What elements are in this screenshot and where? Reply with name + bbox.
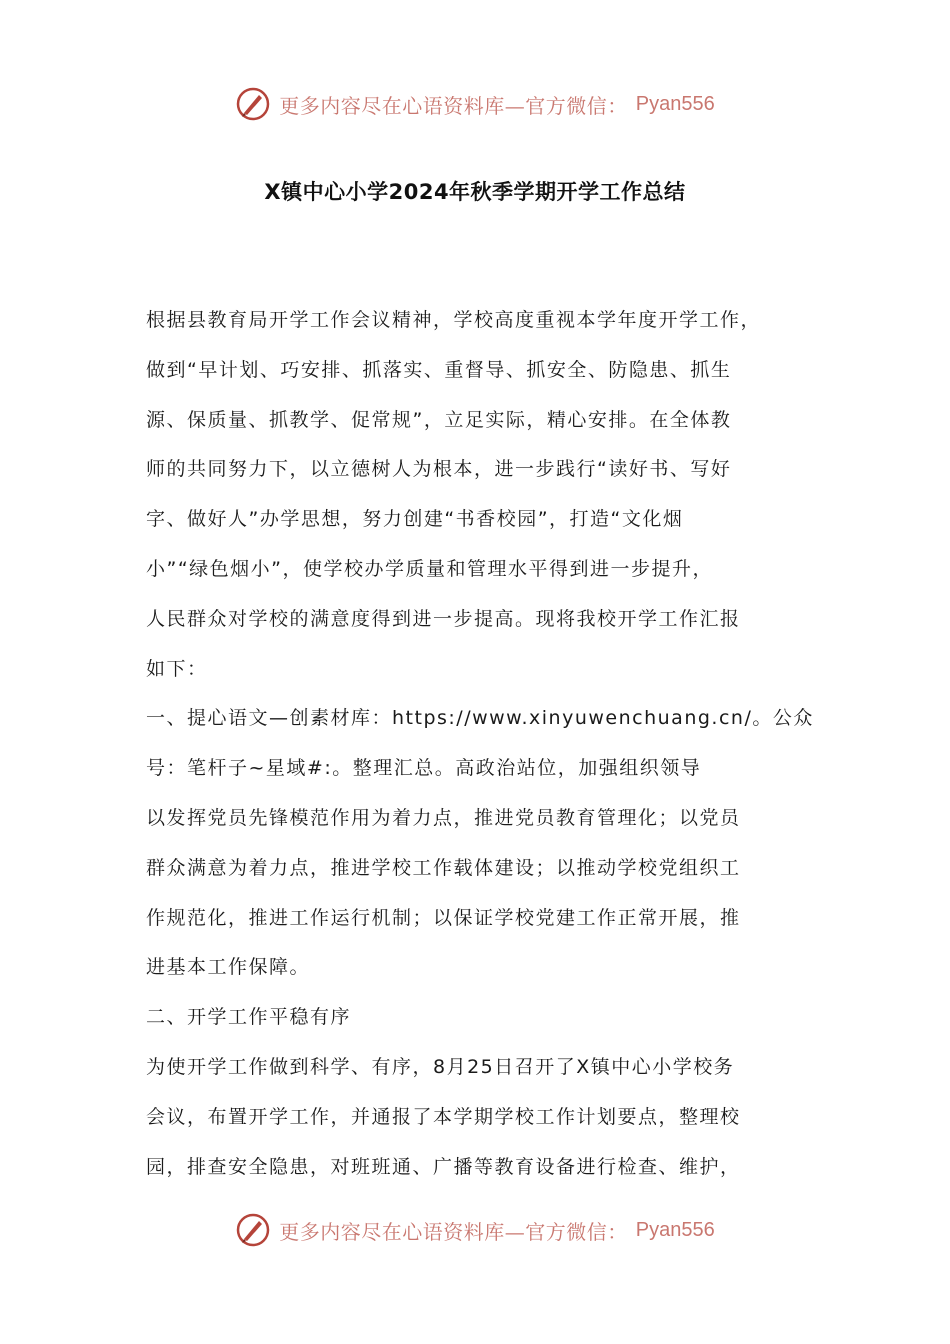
- header-watermark-id: Pyan556: [635, 92, 715, 115]
- body-line: 以发挥党员先锋模范作用为着力点，推进党员教育管理化；以党员: [146, 806, 741, 829]
- header-watermark-banner: [0, 84, 950, 124]
- body-line: 群众满意为着力点，推进学校工作载体建设；以推动学校党组织工: [146, 856, 741, 879]
- body-line: 作规范化，推进工作运行机制；以保证学校党建工作正常开展，推: [146, 906, 741, 929]
- body-line: 做到“早计划、巧安排、抓落实、重督导、抓安全、防隐患、抓生: [146, 358, 732, 381]
- body-line: 进基本工作保障。: [146, 956, 311, 979]
- header-watermark-text: 更多内容尽在心语资料库—官方微信：: [279, 93, 628, 118]
- body-line: 源、保质量、抓教学、促常规”，立足实际，精心安排。在全体教: [146, 408, 732, 431]
- body-line: 根据县教育局开学工作会议精神，学校高度重视本学年度开学工作，: [146, 309, 762, 331]
- body-line: 为使开学工作做到科学、有序，8月25日召开了X镇中心小学校务: [146, 1055, 735, 1078]
- quill-pen-logo-icon: [235, 1212, 271, 1248]
- body-line: 如下：: [146, 657, 208, 680]
- body-line: 会议，布置开学工作，并通报了本学期学校工作计划要点，整理校: [146, 1105, 741, 1128]
- section-heading-2: 二、开学工作平稳有序: [146, 1006, 352, 1029]
- body-line: 师的共同努力下，以立德树人为根本，进一步践行“读好书、写好: [146, 458, 732, 481]
- body-line: 人民群众对学校的满意度得到进一步提高。现将我校开学工作汇报: [146, 607, 741, 630]
- document-title: X镇中心小学2024年秋季学期开学工作总结: [264, 180, 686, 204]
- body-line: 小”“绿色烟小”，使学校办学质量和管理水平得到进一步提升，: [146, 557, 714, 580]
- footer-watermark-banner: [0, 1210, 950, 1250]
- quill-pen-logo-icon: [235, 86, 271, 122]
- body-line: 号：笔杆子~星域#:。整理汇总。高政治站位，加强组织领导: [146, 757, 702, 780]
- section-heading-1: 一、提心语文—创素材库：https://www.xinyuwenchuang.cn/。公众: [146, 707, 814, 730]
- body-line: 字、做好人”办学思想，努力创建“书香校园”，打造“文化烟: [146, 508, 684, 531]
- document-body: [146, 296, 826, 1192]
- footer-watermark-text: 更多内容尽在心语资料库—官方微信：: [279, 1219, 628, 1244]
- footer-watermark-id: Pyan556: [635, 1218, 715, 1241]
- body-line: 园，排查安全隐患，对班班通、广播等教育设备进行检查、维护，: [146, 1155, 741, 1178]
